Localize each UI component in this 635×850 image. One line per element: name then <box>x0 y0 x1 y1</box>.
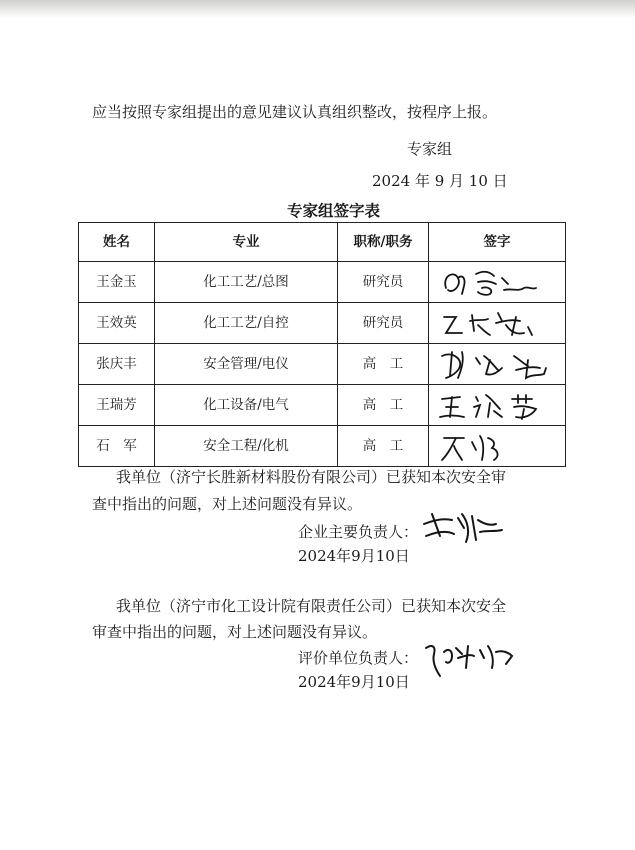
enterprise-ack-line1: 我单位（济宁长胜新材料股份有限公司）已获知本次安全审 <box>116 468 507 486</box>
evaluator-signature <box>418 634 518 684</box>
cell-specialty: 化工设备/电气 <box>155 385 338 426</box>
handwritten-signature <box>432 428 562 464</box>
table-row <box>79 262 566 303</box>
cell-signature <box>429 426 566 467</box>
handwritten-signature <box>432 387 562 423</box>
document-date: 2024 年 9 月 10 日 <box>372 172 508 190</box>
cell-specialty: 化工工艺/自控 <box>155 303 338 344</box>
signer-label: 专家组 <box>407 140 453 158</box>
cell-specialty: 化工工艺/总图 <box>155 262 338 303</box>
cell-signature <box>429 303 566 344</box>
header-title: 职称/职务 <box>338 223 429 262</box>
cell-signature <box>429 344 566 385</box>
enterprise-ack-line2: 查中指出的问题，对上述问题没有异议。 <box>92 495 363 513</box>
cell-name: 石 军 <box>79 426 155 467</box>
cell-name: 王效英 <box>79 303 155 344</box>
evaluator-date: 2024年9月10日 <box>298 673 410 691</box>
table-row <box>79 303 566 344</box>
cell-title: 高 工 <box>338 385 429 426</box>
evaluator-ack-line2: 审查中指出的问题，对上述问题没有异议。 <box>92 623 378 641</box>
cell-signature <box>429 262 566 303</box>
scan-top-shadow <box>0 0 635 18</box>
cell-title: 研究员 <box>338 303 429 344</box>
handwritten-signature <box>432 264 562 300</box>
evaluator-ack-line1: 我单位（济宁市化工设计院有限责任公司）已获知本次安全 <box>116 597 507 615</box>
header-name: 姓名 <box>79 223 155 262</box>
table-row <box>79 385 566 426</box>
table-row <box>79 426 566 467</box>
cell-title: 高 工 <box>338 426 429 467</box>
handwritten-signature <box>432 305 562 341</box>
cell-specialty: 安全工程/化机 <box>155 426 338 467</box>
enterprise-date: 2024年9月10日 <box>298 547 410 565</box>
header-specialty: 专业 <box>155 223 338 262</box>
table-row <box>79 344 566 385</box>
cell-name: 王金玉 <box>79 262 155 303</box>
enterprise-responsible-label: 企业主要负责人： <box>298 523 419 541</box>
table-header-row <box>79 223 566 262</box>
evaluator-responsible-label: 评价单位负责人： <box>298 649 419 667</box>
intro-line: 应当按照专家组提出的意见建议认真组织整改，按程序上报。 <box>92 103 498 121</box>
handwritten-signature <box>432 346 562 382</box>
cell-signature <box>429 385 566 426</box>
cell-name: 张庆丰 <box>79 344 155 385</box>
cell-name: 王瑞芳 <box>79 385 155 426</box>
cell-title: 研究员 <box>338 262 429 303</box>
cell-title: 高 工 <box>338 344 429 385</box>
enterprise-signature <box>418 506 508 552</box>
header-signature: 签字 <box>429 223 566 262</box>
table-title: 专家组签字表 <box>287 201 381 220</box>
cell-specialty: 安全管理/电仪 <box>155 344 338 385</box>
signature-table <box>78 222 566 467</box>
